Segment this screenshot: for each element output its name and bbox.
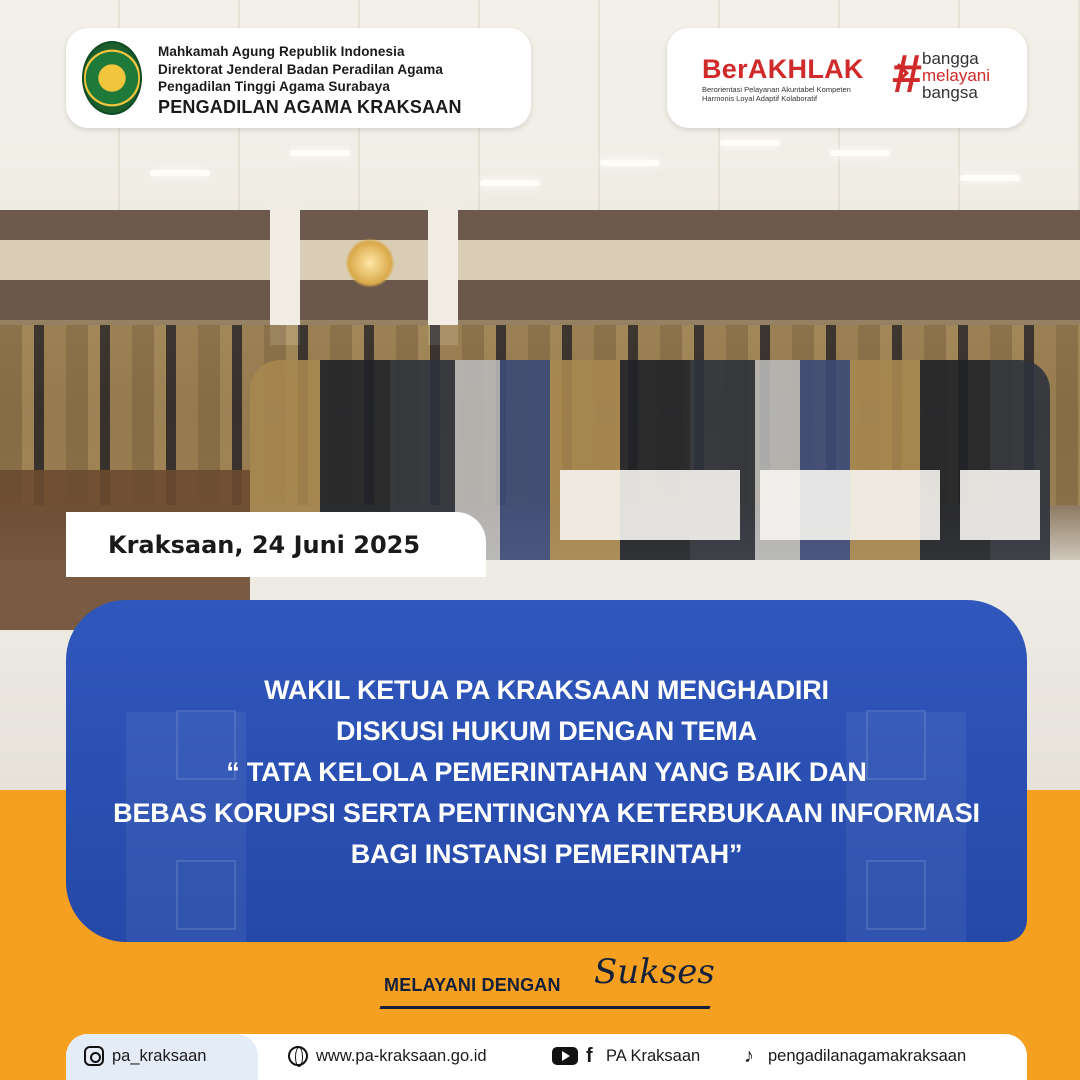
berakhlak-subtitle	[702, 85, 872, 103]
slogan-text: MELAYANI DENGAN	[384, 975, 561, 995]
ceiling-light	[480, 180, 540, 186]
berakhlak-logo	[702, 54, 872, 103]
institution-names	[158, 43, 462, 118]
tiktok-handle: pengadilanagamakraksaan	[768, 1046, 967, 1065]
bangga-line: melayani	[922, 66, 991, 85]
website-url: www.pa-kraksaan.go.id	[316, 1046, 487, 1065]
ceiling-light	[960, 175, 1020, 181]
youtube-icon	[552, 1047, 578, 1065]
title-panel	[66, 600, 1027, 942]
facebook-link[interactable]	[552, 1046, 700, 1066]
ceiling-light	[290, 150, 350, 156]
instagram-handle: pa_kraksaan	[112, 1046, 207, 1065]
headline-line: “ TATA KELOLA PEMERINTAHAN YANG BAIK DAN	[226, 757, 867, 787]
headline-line: BEBAS KORUPSI SERTA PENTINGNYA KETERBUKAAN INFORMASI	[113, 798, 980, 828]
pillar	[270, 205, 300, 345]
globe-icon	[288, 1046, 308, 1066]
facebook-name: PA Kraksaan	[606, 1046, 701, 1065]
org-line: Pengadilan Tinggi Agama Surabaya	[158, 79, 391, 94]
wall-panel	[0, 240, 1080, 280]
hashtag-icon: #	[892, 44, 923, 104]
bangga-line: bangsa	[922, 83, 978, 102]
headline-line: BAGI INSTANSI PEMERINTAH”	[350, 839, 743, 869]
values-card	[667, 28, 1027, 128]
tiktok-icon: ♪	[744, 1045, 754, 1067]
ceiling-light	[720, 140, 780, 146]
court-name: PENGADILAN AGAMA KRAKSAAN	[158, 96, 462, 117]
social-footer	[66, 1034, 1027, 1080]
ceiling-light	[150, 170, 210, 176]
org-line: Mahkamah Agung Republik Indonesia	[158, 44, 405, 59]
berakhlak-sub-line: Berorientasi Pelayanan Akuntabel Kompeten	[702, 85, 851, 94]
front-tables	[560, 470, 1040, 540]
ceiling-light	[600, 160, 660, 166]
headline-line: WAKIL KETUA PA KRAKSAAN MENGHADIRI	[264, 675, 829, 705]
slogan-underline	[379, 1006, 710, 1009]
headline-line: DISKUSI HUKUM DENGAN TEMA	[335, 716, 757, 746]
institution-card	[66, 28, 531, 128]
date-label: Kraksaan, 24 Juni 2025	[66, 512, 486, 577]
slogan-script: Sukses	[594, 952, 715, 992]
website-link[interactable]	[288, 1046, 487, 1066]
wall-band	[0, 210, 1080, 240]
bangga-words	[922, 50, 990, 101]
ceiling-light	[830, 150, 890, 156]
instagram-link[interactable]	[84, 1046, 206, 1066]
court-seal-logo	[82, 41, 142, 115]
wall-band	[0, 280, 1080, 320]
berakhlak-sub-line: Harmonis Loyal Adaptif Kolaboratif	[702, 94, 818, 103]
pillar	[428, 205, 458, 345]
org-line: Direktorat Jenderal Badan Peradilan Agama	[158, 61, 443, 77]
chandelier	[345, 238, 395, 288]
berakhlak-word: BerAKHLAK	[702, 54, 864, 84]
facebook-icon: f	[586, 1045, 593, 1067]
bangga-line: bangga	[922, 49, 979, 68]
instagram-icon	[84, 1046, 104, 1066]
tiktok-link[interactable]	[744, 1046, 966, 1066]
headline	[66, 670, 1027, 875]
